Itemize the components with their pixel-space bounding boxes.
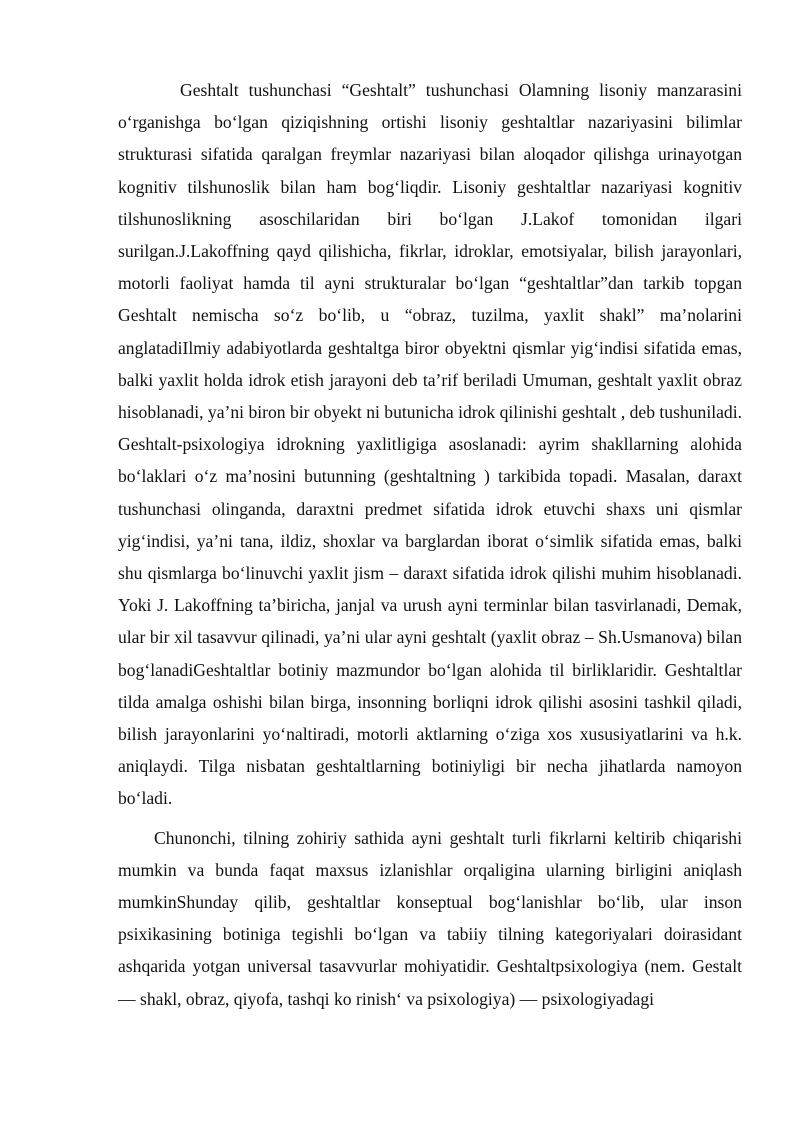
paragraph-1: Geshtalt tushunchasi “Geshtalt” tushunchasi Olamning lisoniy manzarasini o‘rganishga bo‘lgan qiziqishning ortishi lisoniy geshtaltlar nazariyasini bilimlar strukturasi sifatida qaralgan freymlar nazariyasi bilan aloqador qilishga urinayotgan kognitiv tilshunoslik bilan ham bog‘liqdir. Lisoniy geshtaltlar nazariyasi kognitiv tilshunoslikning asoschilaridan biri bo‘lgan J.Lakof tomonidan ilgari surilgan.J.Lakoffning qayd qilishicha, fikrlar, idroklar, emotsiyalar, bilish jarayonlari, motorli faoliyat hamda til ayni strukturalar bo‘lgan “geshtaltlar”dan tarkib topgan Geshtalt nemischa so‘z bo‘lib, u “obraz, tuzilma, yaxlit shakl” ma’nolarini anglatadiIlmiy adabiyotlarda geshtaltga biror obyektni qismlar yig‘indisi sifatida emas, balki yaxlit holda idrok etish jarayoni deb ta’rif beriladi Umuman, geshtalt yaxlit obraz hisoblanadi, ya’ni biron bir obyekt ni butunicha idrok qilinishi geshtalt , deb tushuniladi. Geshtalt-psixologiya idrokning yaxlitligiga asoslanadi: ayrim shakllarning alohida bo‘laklari o‘z ma’nosini butunning (geshtaltning ) tarkibida topadi. Masalan, daraxt tushunchasi olinganda, daraxtni predmet sifatida idrok etuvchi shaxs uni qismlar yig‘indisi, ya’ni tana, ildiz, shoxlar va barglardan iborat o‘simlik sifatida emas, balki shu qismlarga bo‘linuvchi yaxlit jism – daraxt sifatida idrok qilishi muhim hisoblanadi. Yoki J. Lakoffning ta’biricha, janjal va urush ayni terminlar bilan tasvirlanadi, Demak, ular bir xil tasavvur qilinadi, ya’ni ular ayni geshtalt (yaxlit obraz – Sh.Usmanova) bilan bog‘lanadiGeshtaltlar botiniy mazmundor bo‘lgan alohida til birliklaridir. Geshtaltlar tilda amalga oshishi bilan birga, insonning borliqni idrok qilishi asosini tashkil qiladi, bilish jarayonlarini yo‘naltiradi, motorli aktlarning o‘ziga xos xususiyatlarini va h.k. aniqlaydi. Tilga nisbatan geshtaltlarning botiniyligi bir necha jihatlarda namoyon bo‘ladi. [118, 80, 743, 809]
document-body [118, 74, 742, 1015]
paragraph-2: Chunonchi, tilning zohiriy sathida ayni geshtalt turli fikrlarni keltirib chiqarishi mumkin va bunda faqat maxsus izlanishlar orqaligina ularning birligini aniqlash mumkinShunday qilib, geshtaltlar konseptual bog‘lanishlar bo‘lib, ular inson psixikasining botiniga tegishli bo‘lgan va tabiiy tilning kategoriyalari doirasidant ashqarida yotgan universal tasavvurlar mohiyatidir. Geshtaltpsixologiya (nem. Gestalt — shakl, obraz, qiyofa, tashqi ko rinish‘ va psixologiya) — psixologiyadagi [118, 827, 742, 1009]
